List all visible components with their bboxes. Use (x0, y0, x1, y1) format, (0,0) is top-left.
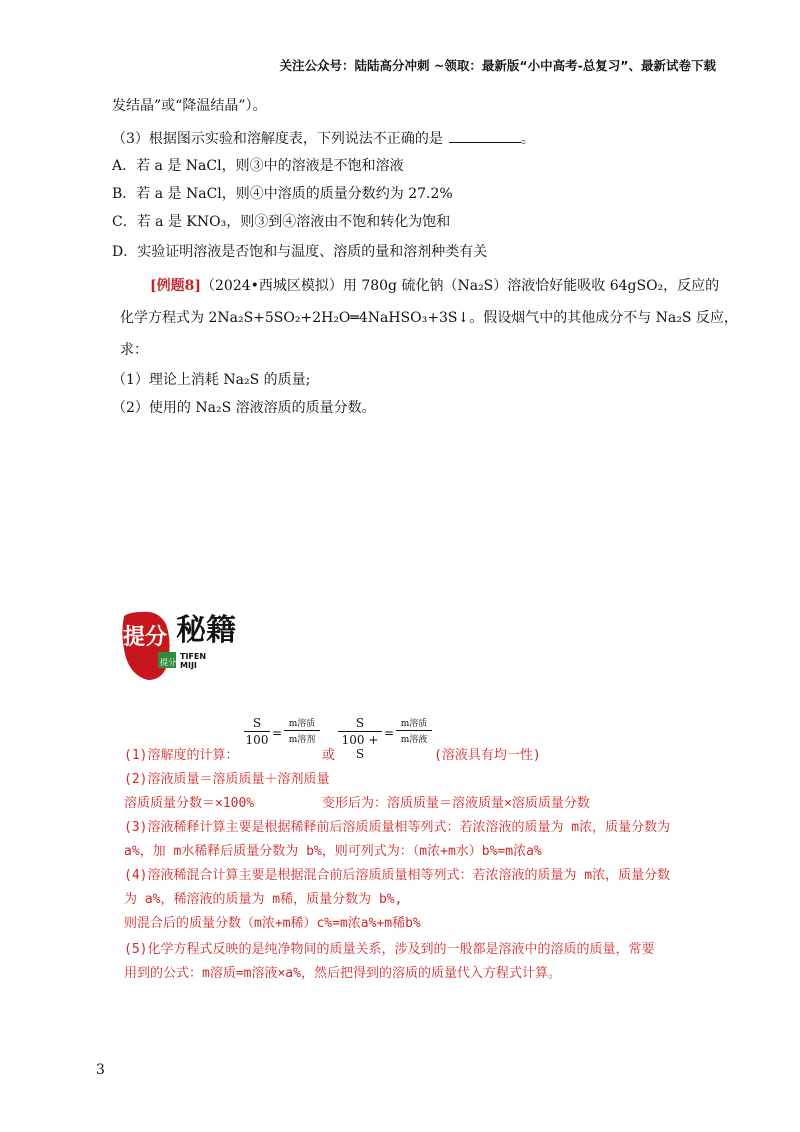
formula-2-r-numerator: m溶质 (400, 719, 428, 729)
example-line-3: 求： (120, 342, 148, 358)
formula-1-denominator: 100 (245, 733, 269, 747)
option-c: C．若 a 是 KNO₃，则③到④溶液由不饱和转化为饱和 (112, 214, 451, 230)
tip-4-line-1: (3)溶液稀释计算主要是根据稀释前后溶质质量相等列式：若浓溶液的质量为 m浓，质量分数为 (124, 820, 671, 835)
option-b: B．若 a 是 NaCl，则④中溶质的质量分数约为 27.2% (112, 186, 453, 202)
tip-5-line-3: 则混合后的质量分数（m浓+m稀）c%=m浓a%+m稀b% (124, 916, 421, 931)
question-line-1: 发结晶”或“降温结晶”）。 (112, 98, 267, 114)
logo-graphic (118, 606, 236, 688)
formula-1-right (284, 716, 320, 745)
logo-seal-text: 提分 (122, 625, 168, 650)
example-tag: [例题8] (150, 278, 201, 294)
tip-5-line-1: (4)溶液稀混合计算主要是根据混合前后溶质质量相等列式：若浓溶液的质量为 m浓，质量分数 (124, 868, 671, 883)
tip-3-right: 变形后为：溶质质量＝溶液质量×溶质质量分数 (322, 796, 590, 811)
example-line-1-text: （2024•西城区模拟）用 780g 硫化钠（Na₂S）溶液恰好能吸收 64gSO₂，反应的 (201, 278, 720, 294)
formula-2-right (396, 716, 432, 745)
tip-3-left: 溶质质量分数＝×100% (124, 796, 255, 811)
formula-2-r-denominator: m溶液 (400, 735, 428, 745)
page-number: 3 (96, 1062, 105, 1078)
formula-2-denominator: 100 + S (341, 733, 379, 761)
question-3-prompt (112, 128, 535, 149)
formula-1-r-numerator: m溶质 (288, 719, 316, 729)
question-3-text: （3）根据图示实验和溶解度表，下列说法不正确的是 (112, 131, 443, 147)
logo-title: 秘籍 (176, 613, 236, 648)
formula-or: 或 (322, 748, 336, 763)
formula-1-numerator: S (252, 716, 262, 730)
formula-1-left (244, 716, 270, 747)
formula-2-numerator: S (355, 716, 365, 730)
tip-4-line-2: a%，加 m水稀释后质量分数为 b%，则可列式为：（m浓+m水）b%=m浓a% (124, 844, 542, 859)
formula-1-equals: = (272, 726, 283, 740)
tifen-miji-logo (118, 606, 236, 688)
logo-en-2: MIJI (180, 661, 197, 670)
tip-6-line-2: 用到的公式：m溶质=m溶液×a%，然后把得到的溶质的质量代入方程式计算。 (124, 966, 561, 981)
formula-2-equals: = (384, 726, 395, 740)
tip-1-note: (溶液具有均一性) (434, 748, 541, 763)
example-line-2: 化学方程式为 2Na₂S+5SO₂+2H₂O═4NaHSO₃+3S↓。假设烟气中的其他成分不与 Na₂S 反应， (120, 310, 738, 326)
option-d: D．实验证明溶液是否饱和与温度、溶质的量和溶剂种类有关 (112, 244, 488, 260)
option-a: A．若 a 是 NaCl，则③中的溶液是不饱和溶液 (112, 158, 404, 174)
tip-6-line-1: (5)化学方程式反映的是纯净物间的质量关系，涉及到的一般都是溶液中的溶质的质量，常要 (124, 942, 655, 957)
logo-small-cn: 提分 (160, 658, 176, 667)
example-question-2: （2）使用的 Na₂S 溶液溶质的质量分数。 (112, 400, 376, 416)
logo-en-1: TIFEN (180, 652, 207, 661)
answer-blank (449, 128, 521, 143)
formula-1-r-denominator: m溶剂 (288, 735, 316, 745)
formula-2-left (338, 716, 382, 761)
tip-1-label: (1)溶解度的计算： (124, 748, 239, 763)
tip-2: (2)溶液质量＝溶质质量＋溶剂质量 (124, 772, 330, 787)
page-header: 关注公众号：陆陆高分冲刺 ~领取：最新版“小中高考-总复习”、最新试卷下载 (279, 58, 716, 73)
example-line-1 (150, 276, 719, 296)
tip-5-line-2: 为 a%，稀溶液的质量为 m稀，质量分数为 b%, (124, 892, 403, 907)
example-question-1: （1）理论上消耗 Na₂S 的质量; (112, 372, 311, 388)
question-3-end: 。 (520, 131, 535, 147)
